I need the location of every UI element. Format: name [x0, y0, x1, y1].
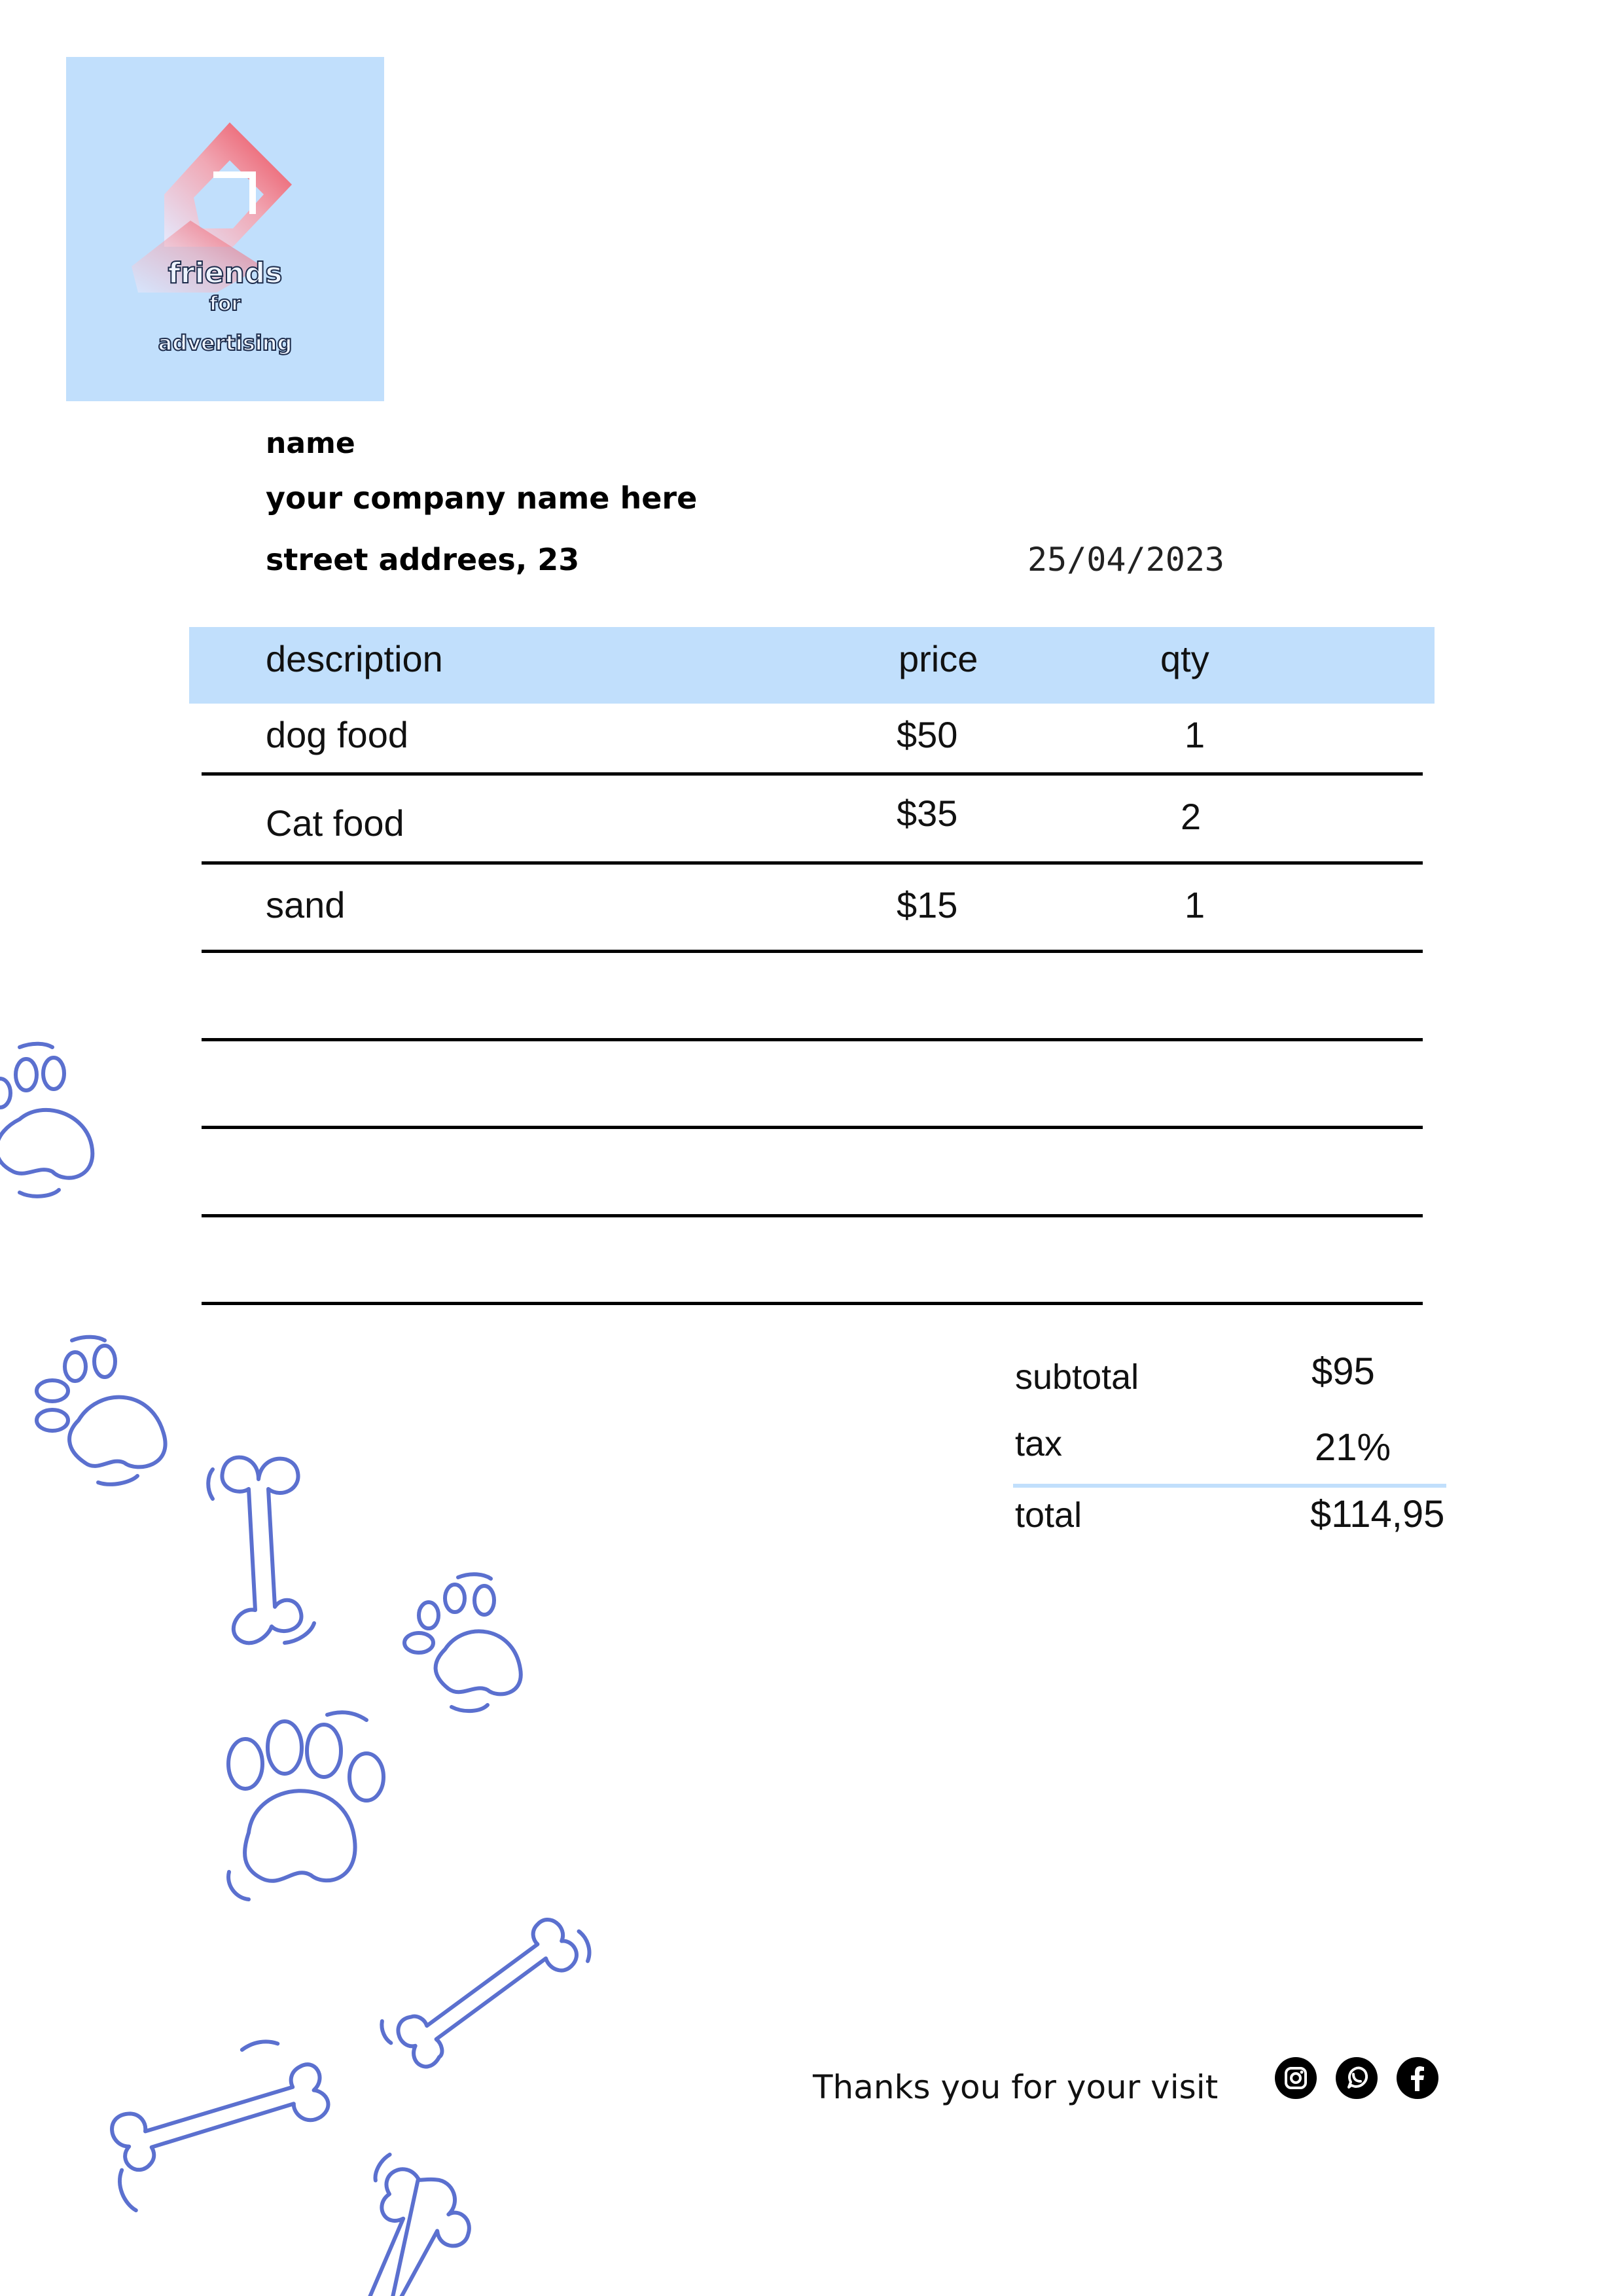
bone-icon	[94, 2029, 342, 2213]
invoice-date: 25/04/2023	[1027, 541, 1225, 579]
row-divider	[202, 1126, 1423, 1129]
facebook-icon[interactable]	[1397, 2057, 1438, 2099]
paw-print-icon	[404, 1574, 521, 1711]
tax-value: 21%	[1315, 1426, 1391, 1469]
whatsapp-icon[interactable]	[1336, 2057, 1378, 2099]
totals-divider	[1013, 1484, 1446, 1488]
subtotal-value: $95	[1311, 1350, 1375, 1393]
column-header-qty: qty	[1160, 638, 1209, 679]
row-divider	[202, 772, 1423, 776]
bone-icon	[377, 1899, 597, 2081]
street-address: street addrees, 23	[266, 542, 580, 577]
row-price: $50	[897, 714, 958, 755]
row-divider	[202, 1214, 1423, 1217]
column-header-price: price	[899, 638, 978, 679]
row-divider	[202, 1038, 1423, 1041]
row-divider	[202, 1302, 1423, 1305]
instagram-icon[interactable]	[1275, 2057, 1317, 2099]
column-header-description: description	[266, 638, 443, 679]
company-logo	[66, 57, 384, 401]
logo-text-advertising: advertising	[158, 331, 293, 355]
paw-print-icon	[228, 1712, 383, 1899]
thanks-message: Thanks you for your visit	[813, 2068, 1219, 2106]
customer-name: name	[266, 427, 355, 460]
row-description: sand	[266, 884, 346, 925]
row-divider	[202, 861, 1423, 865]
total-value: $114,95	[1310, 1493, 1445, 1535]
total-label: total	[1015, 1496, 1082, 1535]
subtotal-label: subtotal	[1015, 1357, 1139, 1397]
paw-print-icon	[0, 1044, 92, 1196]
row-description: dog food	[266, 714, 408, 755]
paw-print-icon	[37, 1337, 166, 1484]
row-qty: 1	[1185, 714, 1205, 755]
row-qty: 2	[1181, 796, 1202, 837]
row-description: Cat food	[266, 802, 404, 844]
company-name: your company name here	[266, 480, 698, 516]
tax-label: tax	[1015, 1424, 1063, 1463]
row-price: $35	[897, 793, 958, 834]
bone-icon	[208, 1458, 314, 1643]
logo-text-for: for	[209, 293, 241, 315]
row-qty: 1	[1185, 884, 1205, 925]
row-price: $15	[897, 884, 958, 925]
logo-text-friends: friends	[168, 257, 283, 290]
row-divider	[202, 950, 1423, 953]
bone-icon	[320, 2153, 485, 2296]
